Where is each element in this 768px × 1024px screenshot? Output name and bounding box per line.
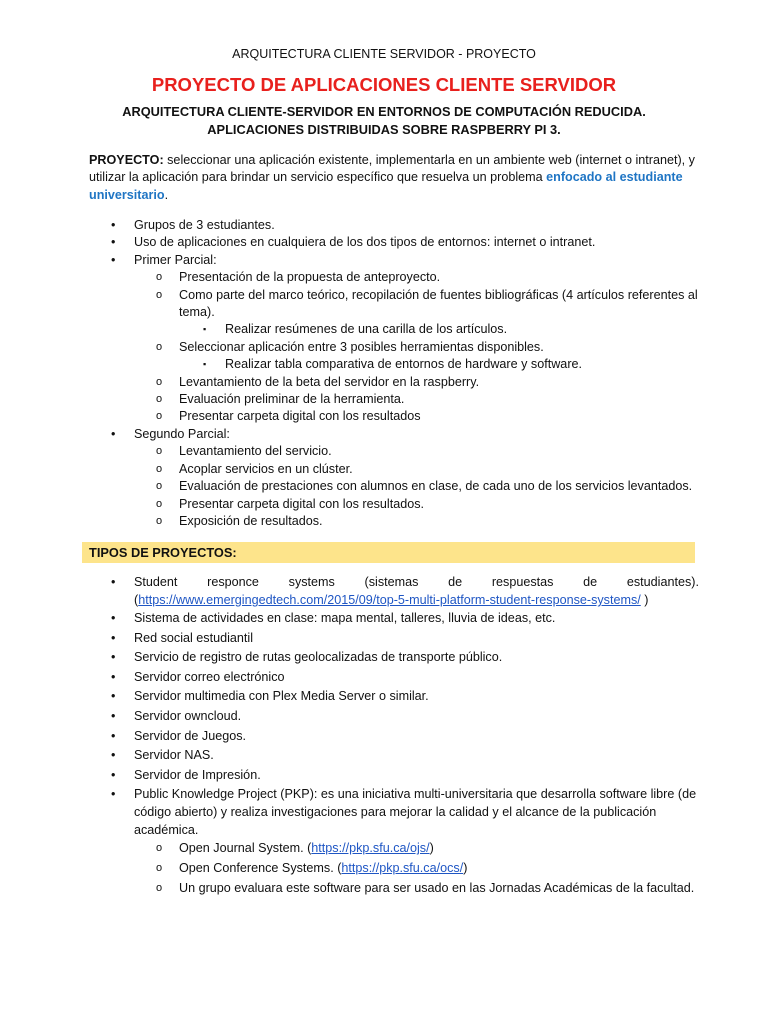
bullet-icon: • [111,669,116,684]
page-header: ARQUITECTURA CLIENTE SERVIDOR - PROYECTO [232,47,536,61]
word: Student [134,575,178,589]
list-item-pkp [89,785,709,839]
list-item-text: Servidor multimedia con Plex Media Server o similar. [134,689,429,704]
ocs-link[interactable]: https://pkp.sfu.ca/ocs/ [341,860,464,875]
square-bullet-icon: ▪ [203,324,207,335]
circle-bullet-icon: o [156,375,163,388]
sub-sub-list-item-text: Realizar resúmenes de una carilla de los artículos. [225,322,508,337]
sub-list-item [89,879,709,899]
word: responce [207,575,259,589]
bullet-icon: • [111,650,116,665]
list-item [89,707,709,727]
list-item-text: Sistema de actividades en clase: mapa mental, talleres, lluvia de ideas, etc. [134,611,556,625]
bullet-icon: • [111,728,116,743]
circle-bullet-icon: o [156,288,163,301]
sub-list-item-text: Seleccionar aplicación entre 3 posibles herramientas disponibles. [179,339,544,354]
sub-list-item-text: Presentar carpeta digital con los resultados [179,409,421,424]
sub-list-item-text: Un grupo evaluara este software para ser usado en las Jornadas Académicas de la facultad. [179,880,695,895]
list-item-text: Red social estudiantil [134,630,254,645]
list-item-primer-parcial [89,252,709,269]
paren: ) [640,593,649,607]
sub-list-item [89,461,709,478]
sub-list-item [89,513,709,530]
list-item [89,668,709,688]
word: estudiantes). [626,575,699,589]
word: (sistemas [364,575,419,589]
ojs-link[interactable]: https://pkp.sfu.ca/ojs/ [311,841,430,856]
list-item-text: Primer Parcial: [134,252,217,267]
paren: ) [429,841,434,856]
list-item-segundo-parcial [89,426,709,443]
word: respuestas [491,575,554,589]
bullet-icon: • [111,575,116,589]
circle-bullet-icon: o [156,410,163,423]
list-item [89,217,709,234]
circle-bullet-icon: o [156,480,163,493]
sub-list-item [89,839,709,859]
tipos-de-proyectos-heading: TIPOS DE PROYECTOS: [82,542,695,563]
sub-sub-list-item [89,321,709,338]
bullet-icon: • [111,748,116,763]
list-item [89,609,709,629]
sub-list-item-text: Presentación de la propuesta de anteproyecto. [179,270,441,285]
sub-list-item [89,408,709,425]
requirements-list [89,217,709,530]
bullet-icon: • [111,611,116,625]
list-item-text: Public Knowledge Project (PKP): es una iniciativa multi-universitaria que desarrolla software libre (de código abierto) y realiza investigaciones para mejorar la calidad y el alcance de la publicación académica. [134,787,697,838]
sub-list-item-text: Levantamiento de la beta del servidor en la raspberry. [179,374,480,389]
sub-list-item [89,374,709,391]
list-item-text: Segundo Parcial: [134,426,230,441]
bullet-icon: • [111,252,116,267]
student-response-link-line [134,591,709,609]
word: de [448,575,463,589]
circle-bullet-icon: o [156,271,163,284]
sub-list-item-text: Exposición de resultados. [179,513,323,528]
list-item-text: Servidor de Juegos. [134,728,247,743]
list-item [89,629,709,649]
list-item-student-response [89,573,709,609]
list-item [89,766,709,786]
sub-list-item-text: Levantamiento del servicio. [179,444,332,459]
list-item [89,648,709,668]
list-item-text: Servidor de Impresión. [134,767,261,782]
student-response-title [134,573,699,591]
list-item [89,234,709,251]
bullet-icon: • [111,630,116,645]
sub-list-item [89,496,709,513]
bullet-icon: • [111,787,116,802]
sub-list-item-text: Acoplar servicios en un clúster. [179,461,353,476]
square-bullet-icon: ▪ [203,359,207,370]
intro-end: . [164,187,169,202]
project-types-list [89,573,709,898]
circle-bullet-icon: o [156,881,163,894]
sub-list-item [89,859,709,879]
list-item-text: Uso de aplicaciones en cualquiera de los dos tipos de entornos: internet o intranet. [134,235,596,250]
bullet-icon: • [111,708,116,723]
list-item-text: Servidor owncloud. [134,708,242,723]
intro-text: seleccionar una aplicación existente, implementarla en un ambiente web (internet o intranet), y utilizar la aplicación para brindar un servicio específico que resuelva un problema [89,153,695,185]
circle-bullet-icon: o [156,514,163,527]
list-item-text: Grupos de 3 estudiantes. [134,218,275,232]
student-response-link[interactable]: https://www.emergingedtech.com/2015/09/top-5-multi-platform-student-response-systems/ [138,593,641,607]
subtitle-line-2: APLICACIONES DISTRIBUIDAS SOBRE RASPBERRY PI 3. [207,122,561,137]
sub-sub-list-item [89,356,709,373]
bullet-icon: • [111,767,116,782]
intro-highlight: enfocado al estudiante universitario [89,170,683,202]
sub-list-item-text: Open Conference Systems. ( [179,860,342,875]
paren: ( [134,593,139,607]
sub-sub-list-item-text: Realizar tabla comparativa de entornos de hardware y software. [225,357,583,372]
circle-bullet-icon: o [156,393,163,406]
document-title: PROYECTO DE APLICACIONES CLIENTE SERVIDOR [151,74,617,95]
bullet-icon: • [111,218,116,232]
circle-bullet-icon: o [156,861,163,874]
paren: ) [463,860,468,875]
list-item [89,746,709,766]
sub-list-item [89,339,709,356]
list-item-text: Servidor correo electrónico [134,669,285,684]
sub-list-item [89,443,709,460]
list-item-text: Servidor NAS. [134,748,214,763]
sub-list-item-text: Como parte del marco teórico, recopilación de fuentes bibliográficas (4 artículos referentes al tema). [179,287,698,320]
sub-list-item [89,287,709,322]
sub-list-item [89,269,709,286]
bullet-icon: • [111,426,116,441]
sub-list-item-text: Open Journal System. ( [179,841,312,856]
sub-list-item-text: Presentar carpeta digital con los resultados. [179,496,425,511]
bullet-icon: • [111,689,116,704]
list-item-text: Servicio de registro de rutas geolocalizadas de transporte público. [134,650,503,665]
intro-label: PROYECTO: [89,153,164,167]
sub-list-item [89,478,709,495]
circle-bullet-icon: o [156,340,163,353]
word: systems [288,575,335,589]
sub-list-item-text: Evaluación de prestaciones con alumnos en clase, de cada uno de los servicios levantados. [179,479,693,494]
list-item [89,727,709,747]
word: de [583,575,598,589]
circle-bullet-icon: o [156,497,163,510]
circle-bullet-icon: o [156,842,163,855]
subtitle-line-1: ARQUITECTURA CLIENTE-SERVIDOR EN ENTORNOS DE COMPUTACIÓN REDUCIDA. [122,104,646,119]
sub-list-item [89,391,709,408]
circle-bullet-icon: o [156,445,163,458]
bullet-icon: • [111,235,116,250]
list-item [89,687,709,707]
circle-bullet-icon: o [156,462,163,475]
sub-list-item-text: Evaluación preliminar de la herramienta. [179,392,405,407]
intro-paragraph [89,152,699,204]
